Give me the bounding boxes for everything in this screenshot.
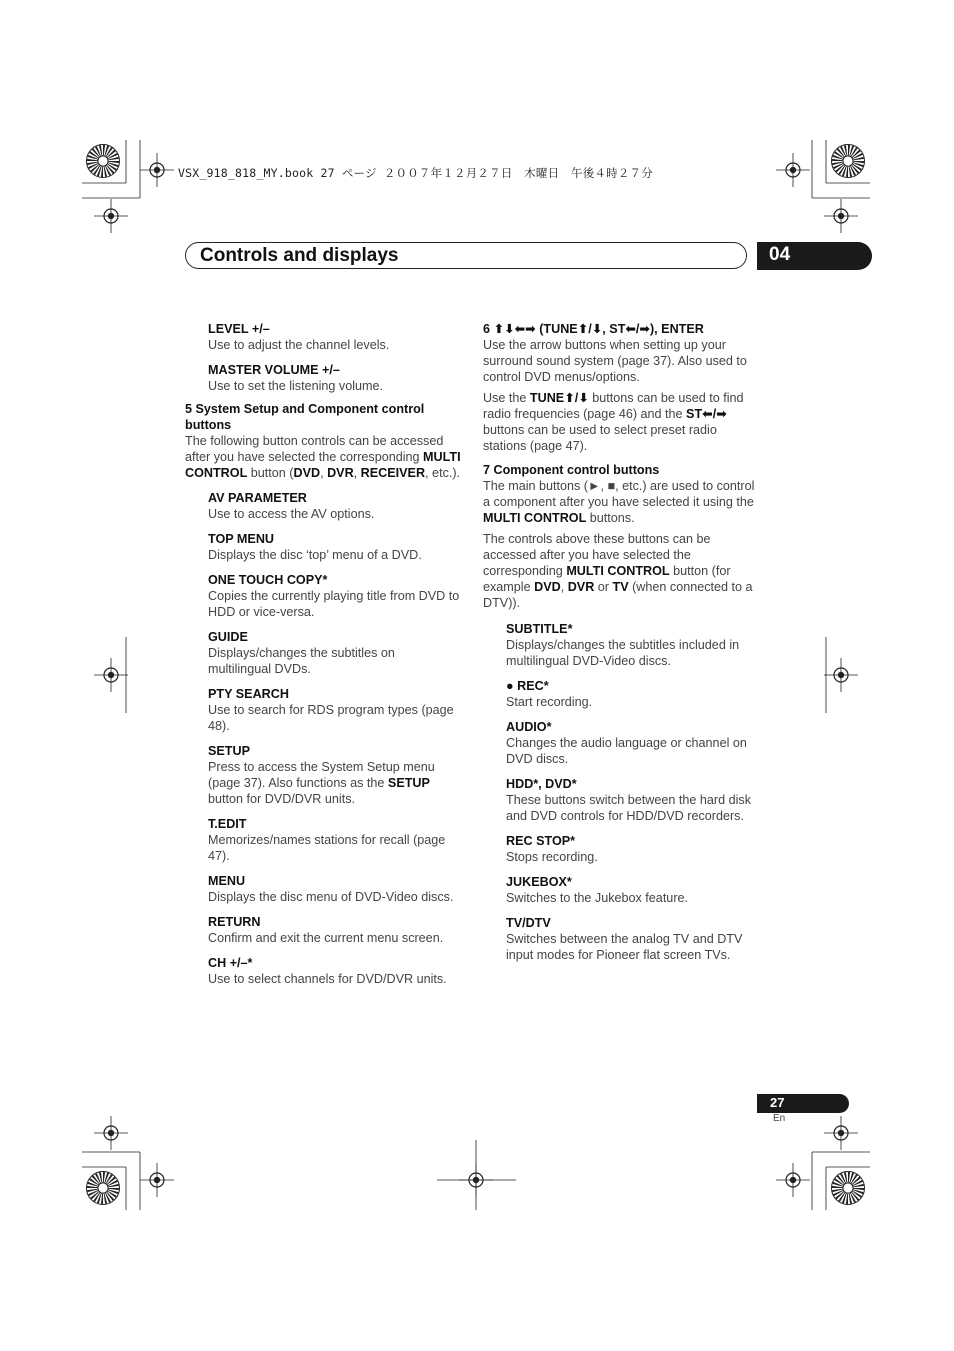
- crop-line: [126, 1167, 127, 1210]
- section-body: Use the TUNE⬆/⬇ buttons can be used to find radio frequencies (page 46) and the ST⬅/➡ buttons can be used to select preset radio stations (page 47).: [483, 391, 744, 453]
- list-item: [506, 621, 755, 669]
- list-item: [506, 776, 755, 824]
- crop-line: [826, 1167, 827, 1210]
- crop-line: [82, 198, 140, 199]
- list-item: [208, 531, 461, 563]
- crosshair-mark: [140, 1163, 174, 1197]
- crop-line: [476, 1140, 477, 1210]
- crosshair-mark: [94, 1116, 128, 1150]
- item-desc: Press to access the System Setup menu (page 37). Also functions as the SETUP button for DVD/DVR units.: [208, 760, 435, 806]
- section-7: [483, 462, 755, 611]
- section-heading: 7 Component control buttons: [483, 463, 660, 477]
- crop-line: [140, 1152, 141, 1210]
- item-title: CH +/–*: [208, 956, 253, 970]
- list-item: [506, 874, 755, 906]
- item-title: GUIDE: [208, 630, 248, 644]
- crop-line: [812, 1152, 813, 1210]
- item-desc: Copies the currently playing title from DVD to HDD or vice-versa.: [208, 589, 460, 619]
- item-desc: Displays/changes the subtitles included in multilingual DVD-Video discs.: [506, 638, 740, 668]
- item-desc: Memorizes/names stations for recall (page 47).: [208, 833, 446, 863]
- item-title: SETUP: [208, 744, 250, 758]
- right-column: [483, 321, 755, 972]
- page-language: En: [773, 1113, 786, 1124]
- item-title: AUDIO*: [506, 720, 552, 734]
- item-title: T.EDIT: [208, 817, 247, 831]
- item-title: TOP MENU: [208, 532, 275, 546]
- item-title: MENU: [208, 874, 246, 888]
- item-title: MASTER VOLUME +/–: [208, 363, 340, 377]
- list-item: [208, 743, 461, 807]
- crop-line: [826, 637, 827, 713]
- list-item: [208, 629, 461, 677]
- item-title: ONE TOUCH COPY*: [208, 573, 328, 587]
- item-title: JUKEBOX*: [506, 875, 572, 889]
- crop-line: [140, 140, 141, 198]
- section-heading: 6 ⬆⬇⬅➡ (TUNE⬆/⬇, ST⬅/➡), ENTER: [483, 322, 704, 336]
- crosshair-mark: [140, 153, 174, 187]
- list-item: [506, 833, 755, 865]
- print-header: VSX_918_818_MY.book 27 ページ ２００７年１２月２７日 木曜日 午後４時２７分: [178, 166, 653, 180]
- crosshair-mark: [776, 1163, 810, 1197]
- item-desc: Confirm and exit the current menu screen.: [208, 931, 444, 945]
- item-desc: Use to adjust the channel levels.: [208, 338, 390, 352]
- crosshair-mark: [824, 199, 858, 233]
- crop-line: [826, 140, 827, 183]
- section-6: [483, 321, 755, 454]
- item-desc: Use to access the AV options.: [208, 507, 375, 521]
- registration-starburst: [86, 144, 120, 178]
- crop-line: [826, 1167, 870, 1168]
- list-item: [208, 572, 461, 620]
- item-desc: Displays the disc menu of DVD-Video discs.: [208, 890, 454, 904]
- section-heading: 5 System Setup and Component control buttons: [185, 402, 425, 432]
- list-item: [506, 678, 755, 710]
- chapter-number-badge: [757, 242, 872, 270]
- page-number-badge: [757, 1094, 849, 1113]
- item-desc: These buttons switch between the hard disk and DVD controls for HDD/DVD recorders.: [506, 793, 752, 823]
- list-item: [208, 914, 461, 946]
- crop-line: [82, 1167, 126, 1168]
- crop-line: [812, 1152, 870, 1153]
- item-desc: Switches between the analog TV and DTV input modes for Pioneer flat screen TVs.: [506, 932, 743, 962]
- item-title: REC STOP*: [506, 834, 576, 848]
- item-desc: Displays/changes the subtitles on multilingual DVDs.: [208, 646, 395, 676]
- section-body: Use the arrow buttons when setting up your surround sound system (page 37). Also used to control DVD menus/options.: [483, 338, 747, 384]
- left-column: [185, 321, 461, 996]
- list-item: [208, 816, 461, 864]
- item-title: RETURN: [208, 915, 261, 929]
- item-title: TV/DTV: [506, 916, 551, 930]
- list-item: [506, 719, 755, 767]
- crop-line: [126, 140, 127, 183]
- registration-starburst: [86, 1171, 120, 1205]
- list-item: [208, 490, 461, 522]
- chapter-number: 04: [769, 244, 791, 265]
- list-item: [208, 955, 461, 987]
- registration-starburst: [831, 1171, 865, 1205]
- item-desc: Switches to the Jukebox feature.: [506, 891, 689, 905]
- item-desc: Use to select channels for DVD/DVR units.: [208, 972, 447, 986]
- crop-line: [826, 183, 870, 184]
- section-body: The main buttons (►, ■, etc.) are used to control a component after you have selected it using the MULTI CONTROL buttons.: [483, 479, 755, 525]
- item-desc: Use to set the listening volume.: [208, 379, 384, 393]
- chapter-title-bar: [185, 242, 747, 269]
- crop-line: [82, 1152, 140, 1153]
- item-title: HDD*, DVD*: [506, 777, 577, 791]
- item-title: ● REC*: [506, 679, 549, 693]
- item-desc: Use to search for RDS program types (page 48).: [208, 703, 454, 733]
- crop-line: [812, 198, 870, 199]
- item-title: AV PARAMETER: [208, 491, 307, 505]
- crosshair-mark: [776, 153, 810, 187]
- crop-line: [82, 183, 126, 184]
- list-item: [208, 873, 461, 905]
- registration-starburst: [831, 144, 865, 178]
- page-number: 27: [770, 1095, 785, 1110]
- item-desc: Changes the audio language or channel on DVD discs.: [506, 736, 747, 766]
- item-desc: Displays the disc ‘top’ menu of a DVD.: [208, 548, 422, 562]
- section-body: The following button controls can be accessed after you have selected the corresponding MULTI CONTROL button (DVD, DVR, RECEIVER, etc.).: [185, 434, 461, 480]
- chapter-title: Controls and displays: [200, 245, 399, 266]
- item-desc: Stops recording.: [506, 850, 598, 864]
- list-item: [506, 915, 755, 963]
- item-desc: Start recording.: [506, 695, 593, 709]
- list-item: [208, 321, 461, 353]
- crosshair-mark: [824, 1116, 858, 1150]
- crop-line: [812, 140, 813, 198]
- crosshair-mark: [94, 658, 128, 692]
- crop-line: [126, 637, 127, 713]
- section-body: The controls above these buttons can be accessed after you have selected the corresponding MULTI CONTROL button (for example DVD, DVR or TV (when connected to a DTV)).: [483, 532, 753, 610]
- list-item: [208, 686, 461, 734]
- crosshair-mark: [824, 658, 858, 692]
- list-item: [208, 362, 461, 394]
- item-title: PTY SEARCH: [208, 687, 289, 701]
- section-5: [185, 401, 461, 481]
- item-title: SUBTITLE*: [506, 622, 573, 636]
- crosshair-mark: [94, 199, 128, 233]
- item-title: LEVEL +/–: [208, 322, 270, 336]
